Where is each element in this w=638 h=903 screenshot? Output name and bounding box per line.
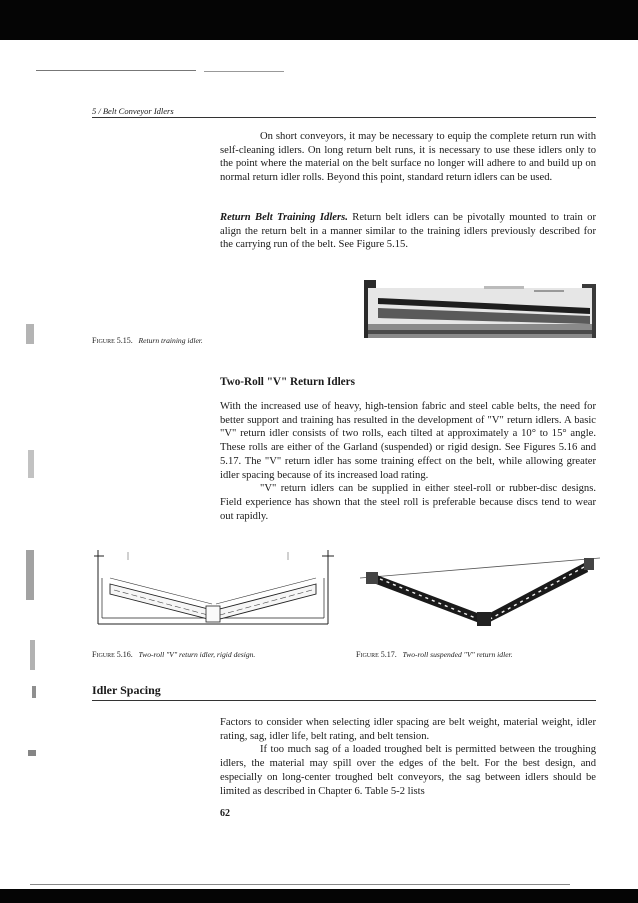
subheading-inline: Return Belt Training Idlers. (220, 212, 348, 223)
figure-5-15-caption (92, 336, 203, 345)
figure-caption: Two-roll suspended "V" return idler. (402, 650, 513, 659)
header-rule-right (204, 71, 284, 72)
figure-caption: Return training idler. (138, 336, 203, 345)
heading-idler-spacing: Idler Spacing (92, 683, 161, 697)
figure-5-15-image (364, 278, 596, 340)
paragraph-training-idlers (220, 211, 596, 252)
running-header-rule (92, 117, 596, 118)
paragraph-text: Return belt idlers can be pivotally mounted to train or align the return belt in a manner similar to the training idlers previously described for the carrying run of the belt. See Figure 5.15. (220, 212, 597, 251)
figure-5-17-image (360, 552, 600, 628)
paragraph-text: If too much sag of a loaded troughed belt is permitted between the troughing idlers, the material may spill over the edges of the belt. For the best design, and especially on long-center troughed belt conveyors, the sag between idlers should be limited as described in Chapter 6. Table 5-2 lists (220, 744, 596, 797)
section-rule (92, 700, 596, 701)
paragraph-text: "V" return idlers can be supplied in either steel-roll or rubber-disc designs. Field experience has shown that the steel roll is preferable because discs tend to wear out rapidly. (220, 483, 596, 522)
figure-label: Figure 5.16. (92, 650, 133, 659)
paragraph-self-cleaning (220, 130, 596, 185)
paragraph-text: On short conveyors, it may be necessary to equip the complete return run with self-cleaning idlers. On long return belt runs, it is necessary to use these idlers only to the point where the material on the belt surface no longer will adhere to and build up on normal return idler rolls. Beyond this point, standard return idlers can be used. (220, 131, 596, 184)
paragraph-idler-spacing (220, 716, 596, 798)
scan-margin-noise (0, 300, 44, 760)
paragraph-v-return-idlers (220, 400, 596, 523)
scan-top-border (0, 0, 638, 40)
running-header: 5 / Belt Conveyor Idlers (92, 106, 174, 116)
scan-bottom-line (30, 884, 570, 885)
paragraph-text: Factors to consider when selecting idler spacing are belt weight, material weight, idler rating, sag, idler life, belt rating, and belt tension. (220, 717, 596, 742)
header-rule-left (36, 70, 196, 71)
figure-5-16-drawing (88, 548, 344, 628)
heading-two-roll-v-return-idlers: Two-Roll "V" Return Idlers (220, 376, 355, 388)
figure-label: Figure 5.17. (356, 650, 397, 659)
scan-bottom-border (0, 889, 638, 903)
figure-label: Figure 5.15. (92, 336, 133, 345)
figure-5-16-caption (92, 650, 255, 659)
figure-5-17-caption (356, 650, 513, 659)
paragraph-text: With the increased use of heavy, high-tension fabric and steel cable belts, the need for better support and training has resulted in the development of "V" return idlers. A basic "V" return idler consists of two rolls, each tilted at approximately a 10° to 15° angle. These rolls are either of the Garland (suspended) or rigid design. See Figures 5.16 and 5.17. The "V" return idler has some training effect on the belt, while allowing greater idler spacing because of its increased load rating. (220, 401, 596, 481)
page-number: 62 (220, 808, 230, 819)
figure-caption: Two-roll "V" return idler, rigid design. (138, 650, 256, 659)
